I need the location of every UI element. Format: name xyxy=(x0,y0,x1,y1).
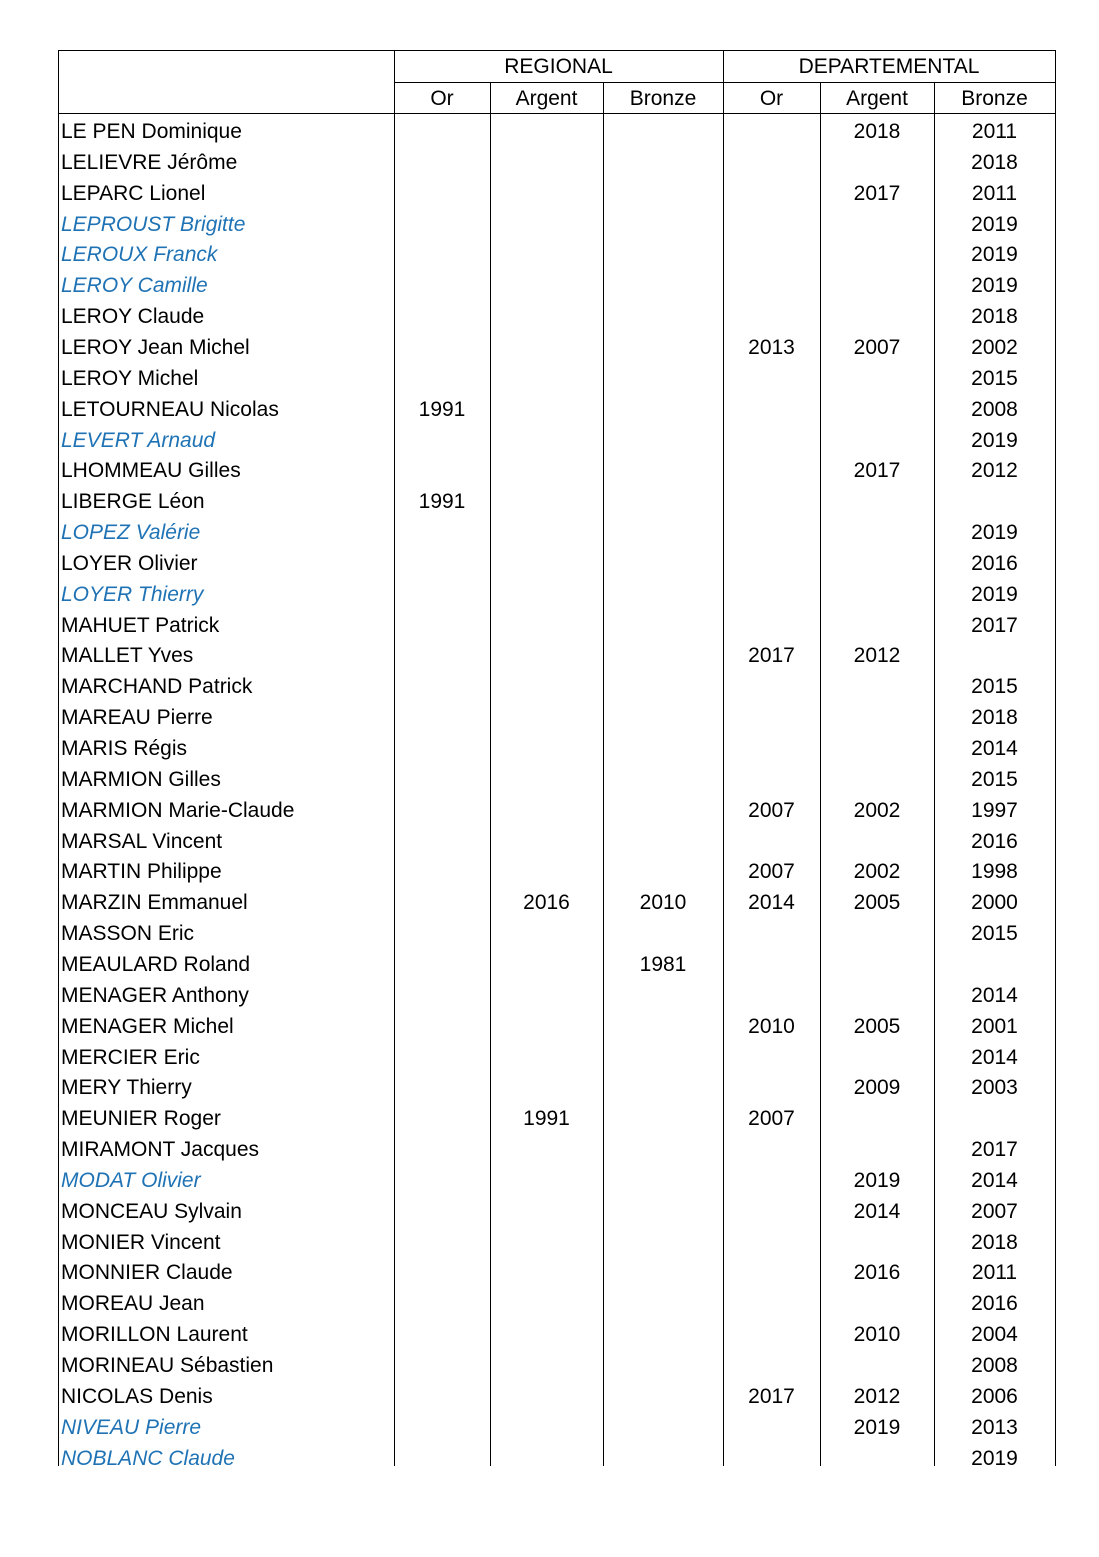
row-name: LEROUX Franck xyxy=(61,243,218,267)
row-year: 2019 xyxy=(853,1168,901,1192)
row-name: NIVEAU Pierre xyxy=(61,1415,202,1439)
row-name: LELIEVRE Jérôme xyxy=(61,150,238,174)
row-year: 2014 xyxy=(971,983,1018,1007)
row-name: LEPROUST Brigitte xyxy=(61,212,246,236)
row-name: MONCEAU Sylvain xyxy=(61,1199,242,1223)
row-year: 2007 xyxy=(748,1107,795,1131)
row-name: MASSON Eric xyxy=(61,922,195,946)
row-year: 2018 xyxy=(971,706,1018,730)
row-year: 2016 xyxy=(971,551,1018,575)
row-year: 2007 xyxy=(971,1199,1018,1223)
row-name: LOPEZ Valérie xyxy=(61,521,201,545)
row-year: 2008 xyxy=(971,1354,1018,1377)
row-name: MEAULARD Roland xyxy=(61,952,251,976)
row-year: 1981 xyxy=(639,952,687,976)
row-year: 2005 xyxy=(853,891,901,915)
row-year: 2012 xyxy=(853,644,901,668)
row-year: 2014 xyxy=(971,1045,1018,1069)
row-name: MENAGER Anthony xyxy=(61,983,249,1007)
row-year: 2003 xyxy=(971,1076,1018,1100)
row-year: 2014 xyxy=(971,737,1018,760)
row-name: LEPARC Lionel xyxy=(61,181,206,205)
table-top-border xyxy=(58,50,1055,51)
row-year: 2013 xyxy=(748,335,795,359)
row-year: 2014 xyxy=(971,1168,1018,1192)
row-year: 2016 xyxy=(523,891,570,915)
row-year: 2010 xyxy=(748,1014,795,1038)
group-header-divider xyxy=(394,82,1055,83)
row-year: 2018 xyxy=(971,1230,1018,1254)
row-year: 2015 xyxy=(971,675,1018,699)
row-name: MARIS Régis xyxy=(61,737,188,760)
row-year: 2017 xyxy=(748,644,795,668)
row-year: 2009 xyxy=(853,1076,901,1100)
row-year: 2017 xyxy=(971,613,1018,637)
row-year: 2016 xyxy=(853,1261,901,1285)
row-name: MONIER Vincent xyxy=(61,1230,221,1254)
row-year: 2018 xyxy=(853,120,901,143)
column-divider xyxy=(1055,50,1056,1466)
row-year: 2015 xyxy=(971,767,1018,791)
row-year: 2019 xyxy=(971,274,1018,298)
row-year: 2010 xyxy=(853,1323,901,1347)
column-header-argent: Argent xyxy=(846,87,908,110)
row-year: 2017 xyxy=(853,459,901,483)
row-name: MARTIN Philippe xyxy=(61,860,222,884)
row-name: MENAGER Michel xyxy=(61,1014,234,1038)
row-name: LEROY Michel xyxy=(61,366,199,390)
row-name: MARMION Marie-Claude xyxy=(61,798,295,822)
row-year: 2011 xyxy=(971,181,1018,205)
row-year: 2004 xyxy=(971,1323,1018,1347)
row-name: NICOLAS Denis xyxy=(61,1384,213,1408)
row-year: 2002 xyxy=(853,860,901,884)
column-header-or: Or xyxy=(430,87,454,110)
row-year: 1997 xyxy=(971,798,1018,822)
row-year: 2012 xyxy=(853,1384,901,1408)
row-year: 2018 xyxy=(971,150,1018,174)
row-name: MARMION Gilles xyxy=(61,767,221,791)
row-name: LE PEN Dominique xyxy=(61,120,242,143)
row-year: 2000 xyxy=(971,891,1018,915)
row-year: 2007 xyxy=(748,860,795,884)
row-year: 1991 xyxy=(418,397,466,421)
row-name: LOYER Thierry xyxy=(61,582,204,606)
row-year: 2002 xyxy=(971,335,1018,359)
row-year: 2018 xyxy=(971,305,1018,329)
row-name: MARCHAND Patrick xyxy=(61,675,253,699)
row-name: MOREAU Jean xyxy=(61,1292,205,1316)
row-name: LEROY Camille xyxy=(61,274,208,298)
row-year: 2008 xyxy=(971,397,1018,421)
group-header-departemental: DEPARTEMENTAL xyxy=(798,55,980,78)
row-year: 2005 xyxy=(853,1014,901,1038)
row-name: MALLET Yves xyxy=(61,644,194,668)
column-header-bronze: Bronze xyxy=(961,87,1028,110)
group-header-regional: REGIONAL xyxy=(504,55,613,78)
row-name: MONNIER Claude xyxy=(61,1261,233,1285)
row-name: MORINEAU Sébastien xyxy=(61,1354,274,1377)
row-year: 2017 xyxy=(748,1384,795,1408)
row-name: LHOMMEAU Gilles xyxy=(61,459,241,483)
row-year: 2007 xyxy=(853,335,901,359)
row-year: 2002 xyxy=(853,798,901,822)
row-name: MEUNIER Roger xyxy=(61,1107,221,1131)
row-year: 2019 xyxy=(971,582,1018,606)
column-divider xyxy=(723,50,724,1466)
column-header-argent: Argent xyxy=(515,87,578,110)
row-name: MORILLON Laurent xyxy=(61,1323,248,1347)
row-year: 2007 xyxy=(748,798,795,822)
row-year: 2001 xyxy=(971,1014,1018,1038)
row-year: 1998 xyxy=(971,860,1018,884)
row-year: 2012 xyxy=(971,459,1018,483)
row-year: 2019 xyxy=(971,521,1018,545)
row-year: 2017 xyxy=(853,181,901,205)
column-header-bronze: Bronze xyxy=(629,87,697,110)
row-name: LEROY Claude xyxy=(61,305,205,329)
row-name: LIBERGE Léon xyxy=(61,490,205,514)
row-year: 2015 xyxy=(971,922,1018,946)
row-year: 2017 xyxy=(971,1138,1018,1162)
row-year: 2011 xyxy=(971,120,1018,143)
row-year: 2019 xyxy=(853,1415,901,1439)
row-name: MAREAU Pierre xyxy=(61,706,213,730)
row-year: 1991 xyxy=(418,490,466,514)
row-year: 2013 xyxy=(971,1415,1018,1439)
row-name: MODAT Olivier xyxy=(61,1168,201,1192)
column-divider xyxy=(603,82,604,1466)
row-year: 2016 xyxy=(971,1292,1018,1316)
column-header-or: Or xyxy=(759,87,784,110)
row-year: 2015 xyxy=(971,366,1018,390)
row-name: LETOURNEAU Nicolas xyxy=(61,397,279,421)
row-name: LOYER Olivier xyxy=(61,551,198,575)
row-name: LEVERT Arnaud xyxy=(61,428,216,452)
row-year: 2014 xyxy=(748,891,795,915)
row-name: NOBLANC Claude xyxy=(61,1446,235,1470)
row-name: MAHUET Patrick xyxy=(61,613,220,637)
row-year: 2011 xyxy=(971,1261,1018,1285)
row-year: 2019 xyxy=(971,1446,1018,1470)
row-name: MARSAL Vincent xyxy=(61,829,223,853)
row-name: MERCIER Eric xyxy=(61,1045,200,1069)
row-year: 2019 xyxy=(971,428,1018,452)
column-divider xyxy=(490,82,491,1466)
row-year: 1991 xyxy=(523,1107,570,1131)
row-name: LEROY Jean Michel xyxy=(61,335,250,359)
row-name: MARZIN Emmanuel xyxy=(61,891,248,915)
row-year: 2016 xyxy=(971,829,1018,853)
row-year: 2019 xyxy=(971,243,1018,267)
row-name: MIRAMONT Jacques xyxy=(61,1138,259,1162)
row-name: MERY Thierry xyxy=(61,1076,192,1100)
row-year: 2010 xyxy=(639,891,687,915)
row-year: 2006 xyxy=(971,1384,1018,1408)
row-year: 2019 xyxy=(971,212,1018,236)
row-year: 2014 xyxy=(853,1199,901,1223)
